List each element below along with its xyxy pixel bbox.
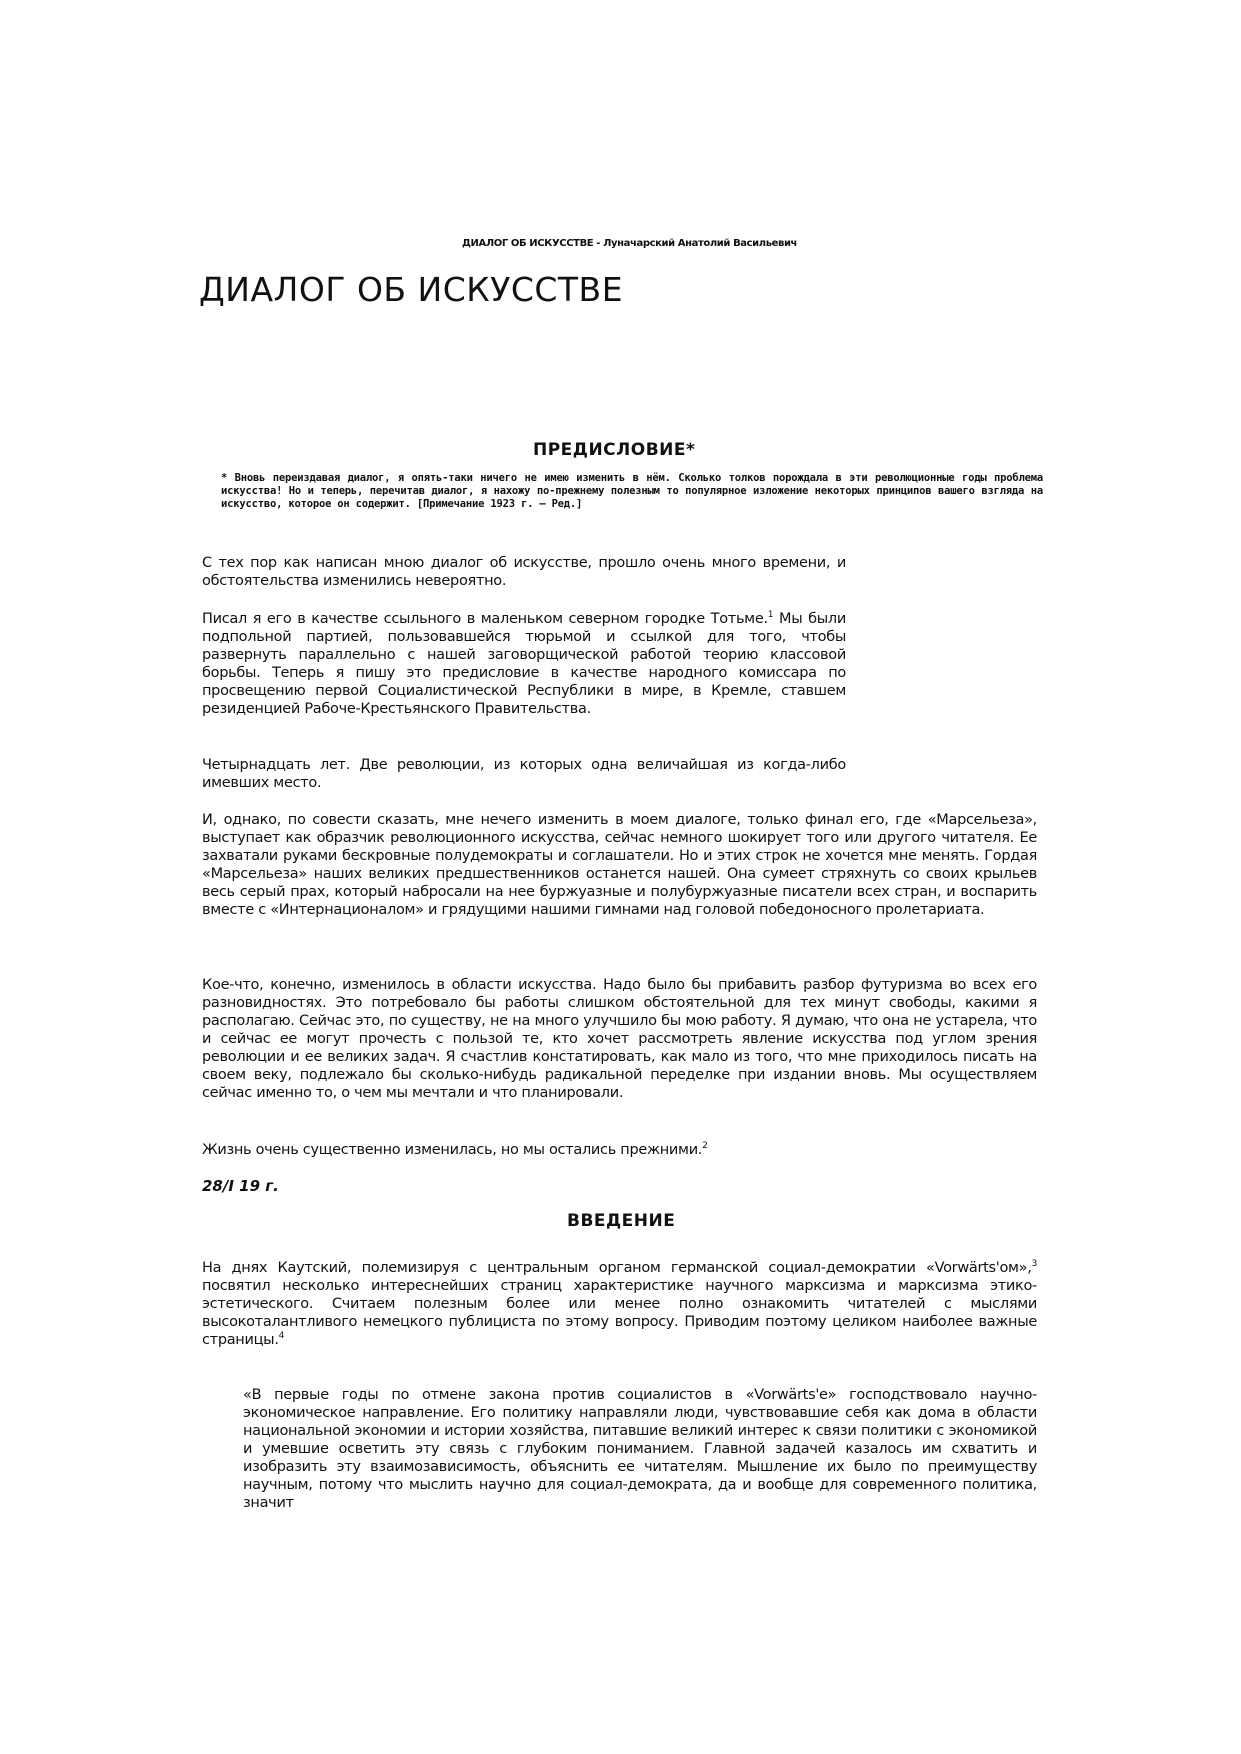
preface-heading: ПРЕДИСЛОВИЕ*: [533, 440, 696, 460]
preface-paragraph-1: С тех пор как написан мною диалог об искусстве, прошло очень много времени, и обстоятельства изменились невероятно.: [202, 555, 846, 589]
preface-paragraph-2-text-a: Писал я его в качестве ссыльного в маленьком северном городке Тотьме.: [202, 611, 768, 627]
preface-footnote: * Вновь переиздавая диалог, я опять-таки ничего не имею изменить в нём. Сколько толков порождала в эти революционные годы проблема искусства! Но и теперь, перечитав диалог, я нахожу по-прежнему полезным то популярное изложение некоторых принципов вашего взгляда на искусство, которое он содержит. [Примечание 1923 г. – Ред.]: [221, 472, 1043, 510]
preface-paragraph-4: И, однако, по совести сказать, мне нечего изменить в моем диалоге, только финал его, где «Марсельеза», выступает как образчик революционного искусства, сейчас немного шокирует того или другого читателя. Ее захватали руками бескровные полудемократы и соглашатели. Но и этих строк не хочется мне менять. Гордая «Марсельеза» наших великих предшественников останется нашей. Она сумеет стряхнуть со своих крыльев весь серый прах, который набросали на нее буржуазные и полубуржуазные писатели всех стран, и воспарить вместе с «Интернационалом» и грядущими нашими гимнами над головой победоносного пролетариата.: [202, 812, 1037, 918]
intro-heading: ВВЕДЕНИЕ: [567, 1211, 676, 1231]
footnote-ref-4[interactable]: 4: [278, 1331, 285, 1342]
preface-paragraph-6-text: Жизнь очень существенно изменилась, но мы остались прежними.: [202, 1142, 703, 1158]
preface-paragraph-6: [202, 1141, 1037, 1159]
kautsky-quote: «В первые годы по отмене закона против социалистов в «Vorwärts'е» господствовало научно-экономическое направление. Его политику направляли люди, чувствовавшие себя как дома в области национальной экономии и истории хозяйства, питавшие великий интерес к связи политики с экономикой и умевшие осветить эту связь с глубоким пониманием. Главной задачей казалось им схватить и изобразить эту взаимозависимость, объяснить ее читателям. Мышление их было по преимуществу научным, потому что мыслить научно для социал-демократа, да и вообще для современного политика, значит: [243, 1387, 1037, 1511]
footnote-ref-1[interactable]: 1: [767, 610, 774, 621]
kautsky-quote-block: [243, 1386, 1037, 1517]
preface-paragraph-5: Кое-что, конечно, изменилось в области искусства. Надо было бы прибавить разбор футуризма во всех его разновидностях. Это потребовало бы работы слишком обстоятельной для тех минут свободы, какими я располагаю. Сейчас это, по существу, не на много улучшило бы мою работу. Я думаю, что она не устарела, что и сейчас ее могут прочесть с пользой те, кто хочет рассмотреть явление искусства под углом зрения революции и ее великих задач. Я счастлив констатировать, как мало из того, что мне приходилось писать на своем веку, подлежало бы сколько-нибудь радикальной переделке при издании вновь. Мы осуществляем сейчас именно то, о чем мы мечтали и что планировали.: [202, 977, 1037, 1101]
running-header: ДИАЛОГ ОБ ИСКУССТВЕ - Луначарский Анатолий Васильевич: [462, 238, 798, 249]
preface-paragraph-2-text-b: Мы были подпольной партией, пользовавшейся тюрьмой и ссылкой для того, чтобы развернуть параллельно с нашей заговорщической работой теорию классовой борьбы. Теперь я пишу это предисловие в качестве народного комиссара по просвещению первой Социалистической Республики в мире, в Кремле, ставшем резиденцией Рабоче-Крестьянского Правительства.: [202, 611, 847, 717]
preface-date: 28/I 19 г.: [202, 1177, 279, 1195]
intro-paragraph: [202, 1259, 1037, 1349]
preface-paragraph-2: [202, 610, 846, 718]
intro-paragraph-text-a: На днях Каутский, полемизируя с центральным органом германской социал-демократии «Vorwärts'ом»,: [202, 1260, 1032, 1276]
intro-paragraph-text-b: посвятил несколько интереснейших страниц характеристике научного марксизма и марксизма этико-эстетического. Считаем полезным более или менее полно ознакомить читателей с мыслями высокоталантливого немецкого публициста по этому вопросу. Приводим поэтому целиком наиболее важные страницы.: [202, 1278, 1037, 1348]
footnote-ref-3[interactable]: 3: [1031, 1259, 1037, 1270]
preface-paragraph-3: Четырнадцать лет. Две революции, из которых одна величайшая из когда-либо имевших место.: [202, 757, 846, 791]
document-title: ДИАЛОГ ОБ ИСКУССТВЕ: [199, 270, 624, 309]
footnote-ref-2[interactable]: 2: [702, 1141, 708, 1152]
